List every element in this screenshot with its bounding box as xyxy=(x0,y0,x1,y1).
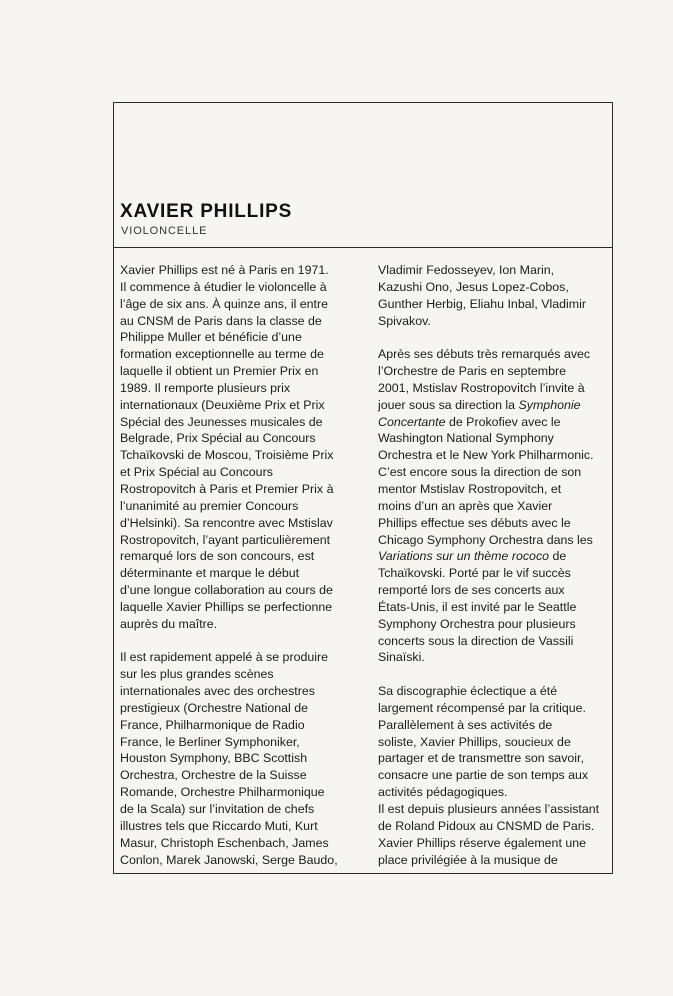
text-line: France, Philharmonique de Radio xyxy=(120,717,305,732)
text-line: consacre une partie de son temps aux xyxy=(378,768,589,783)
text-line: et Prix Spécial au Concours xyxy=(120,465,273,480)
text-line: Orchestra et le New York Philharmonic. xyxy=(378,448,594,463)
text-line: Xavier Phillips réserve également une xyxy=(378,835,586,850)
text-line: place privilégiée à la musique de xyxy=(378,852,558,867)
text-line: Il commence à étudier le violoncelle à xyxy=(120,279,327,294)
text-line: l’unanimité au premier Concours xyxy=(120,498,299,513)
text-line: prestigieux (Orchestre National de xyxy=(120,700,309,715)
text-line: Sa discographie éclectique a été xyxy=(378,684,558,699)
text-line: activités pédagogiques. xyxy=(378,785,508,800)
text-segment: jouer sous sa direction la xyxy=(378,397,519,412)
text-line: Il est depuis plusieurs années l’assistant xyxy=(378,802,600,816)
right-column xyxy=(378,262,614,868)
text-line: formation exceptionnelle au terme de xyxy=(120,347,324,362)
text-line: Rostropovitch, l’ayant particulièrement xyxy=(120,532,331,547)
text-line: France, le Berliner Symphoniker, xyxy=(120,734,300,749)
biography-frame xyxy=(113,102,613,874)
paragraph-3 xyxy=(378,262,614,329)
text-line: 2001, Mstislav Rostropovitch l’invite à xyxy=(378,380,585,395)
paragraph-2 xyxy=(120,649,358,868)
text-line: Houston Symphony, BBC Scottish xyxy=(120,751,308,766)
text-line: internationaux (Deuxième Prix et Prix xyxy=(120,397,325,412)
text-line: remporté lors de ses concerts aux xyxy=(378,583,565,598)
text-line: Sinaïski. xyxy=(378,650,425,665)
text-line: soliste, Xavier Phillips, soucieux de xyxy=(378,734,571,749)
text-line: au CNSM de Paris dans la classe de xyxy=(120,313,322,328)
text-line: illustres tels que Riccardo Muti, Kurt xyxy=(120,818,318,833)
paragraph-5 xyxy=(378,683,614,868)
text-line: Parallèlement à ses activités de xyxy=(378,717,553,732)
text-line: Rostropovitch à Paris et Premier Prix à xyxy=(120,481,334,496)
text-line: Orchestra, Orchestre de la Suisse xyxy=(120,768,307,783)
text-line: Après ses débuts très remarqués avec xyxy=(378,347,591,362)
text-line: de Roland Pidoux au CNSMD de Paris. xyxy=(378,818,595,833)
text-line: États-Unis, il est invité par le Seattle xyxy=(378,599,577,614)
text-line: mentor Mstislav Rostropovitch, et xyxy=(378,481,562,496)
work-title: Concertante xyxy=(378,414,446,429)
artist-name: XAVIER PHILLIPS xyxy=(120,201,293,222)
text-line: Tchaïkovski. Porté par le vif succès xyxy=(378,566,571,581)
text-line xyxy=(378,414,614,431)
text-line: l’Orchestre de Paris en septembre xyxy=(378,364,567,379)
text-line: C’est encore sous la direction de son xyxy=(378,465,582,480)
paragraph-4 xyxy=(378,346,614,666)
text-line: Kazushi Ono, Jesus Lopez-Cobos, xyxy=(378,279,569,294)
text-line: internationales avec des orchestres xyxy=(120,684,315,699)
text-line: Symphony Orchestra pour plusieurs xyxy=(378,616,576,631)
text-line: Philippe Muller et bénéficie d’une xyxy=(120,330,302,345)
paragraph-gap xyxy=(120,633,358,650)
text-line xyxy=(378,397,614,414)
text-line: l’âge de six ans. À quinze ans, il entre xyxy=(120,296,329,311)
text-line: Vladimir Fedosseyev, Ion Marin, xyxy=(378,263,555,277)
paragraph-gap xyxy=(378,666,614,683)
text-line: partager et de transmettre son savoir, xyxy=(378,751,584,766)
text-line: sur les plus grandes scènes xyxy=(120,667,274,682)
text-line: Xavier Phillips est né à Paris en 1971. xyxy=(120,263,329,277)
text-line: laquelle il obtient un Premier Prix en xyxy=(120,364,319,379)
work-title: Symphonie xyxy=(518,397,581,412)
text-line: Conlon, Marek Janowski, Serge Baudo, xyxy=(120,852,338,867)
paragraph-gap xyxy=(378,329,614,346)
text-line: auprès du maître. xyxy=(120,616,218,631)
work-title: Variations sur un thème rococo xyxy=(378,549,550,564)
text-line: 1989. Il remporte plusieurs prix xyxy=(120,380,291,395)
text-line: remarqué lors de son concours, est xyxy=(120,549,315,564)
text-line: Belgrade, Prix Spécial au Concours xyxy=(120,431,316,446)
text-line: Romande, Orchestre Philharmonique xyxy=(120,785,325,800)
artist-instrument: VIOLONCELLE xyxy=(121,225,208,237)
text-segment: de Prokofiev avec le xyxy=(445,414,561,429)
text-line: Masur, Christoph Eschenbach, James xyxy=(120,835,329,850)
text-line xyxy=(378,548,614,565)
text-line: laquelle Xavier Phillips se perfectionne xyxy=(120,599,333,614)
text-line: Il est rapidement appelé à se produire xyxy=(120,650,329,665)
text-segment: de xyxy=(549,549,567,564)
text-line: d’Helsinki). Sa rencontre avec Mstislav xyxy=(120,515,333,530)
header-box xyxy=(114,103,612,248)
text-line: largement récompensé par la critique. xyxy=(378,700,586,715)
paragraph-1 xyxy=(120,262,358,633)
text-line: Spivakov. xyxy=(378,313,431,328)
text-line: concerts sous la direction de Vassili xyxy=(378,633,574,648)
text-line: Washington National Symphony xyxy=(378,431,554,446)
text-line: Tchaïkovski de Moscou, Troisième Prix xyxy=(120,448,334,463)
text-line: moins d’un an après que Xavier xyxy=(378,498,553,513)
text-line: Gunther Herbig, Eliahu Inbal, Vladimir xyxy=(378,296,586,311)
text-line: déterminante et marque le début xyxy=(120,566,300,581)
text-line: Phillips effectue ses débuts avec le xyxy=(378,515,571,530)
left-column xyxy=(120,262,358,868)
text-line: d’une longue collaboration au cours de xyxy=(120,583,333,598)
text-line: Spécial des Jeunesses musicales de xyxy=(120,414,323,429)
text-line: de la Scala) sur l’invitation de chefs xyxy=(120,802,315,816)
text-line: Chicago Symphony Orchestra dans les xyxy=(378,532,593,547)
